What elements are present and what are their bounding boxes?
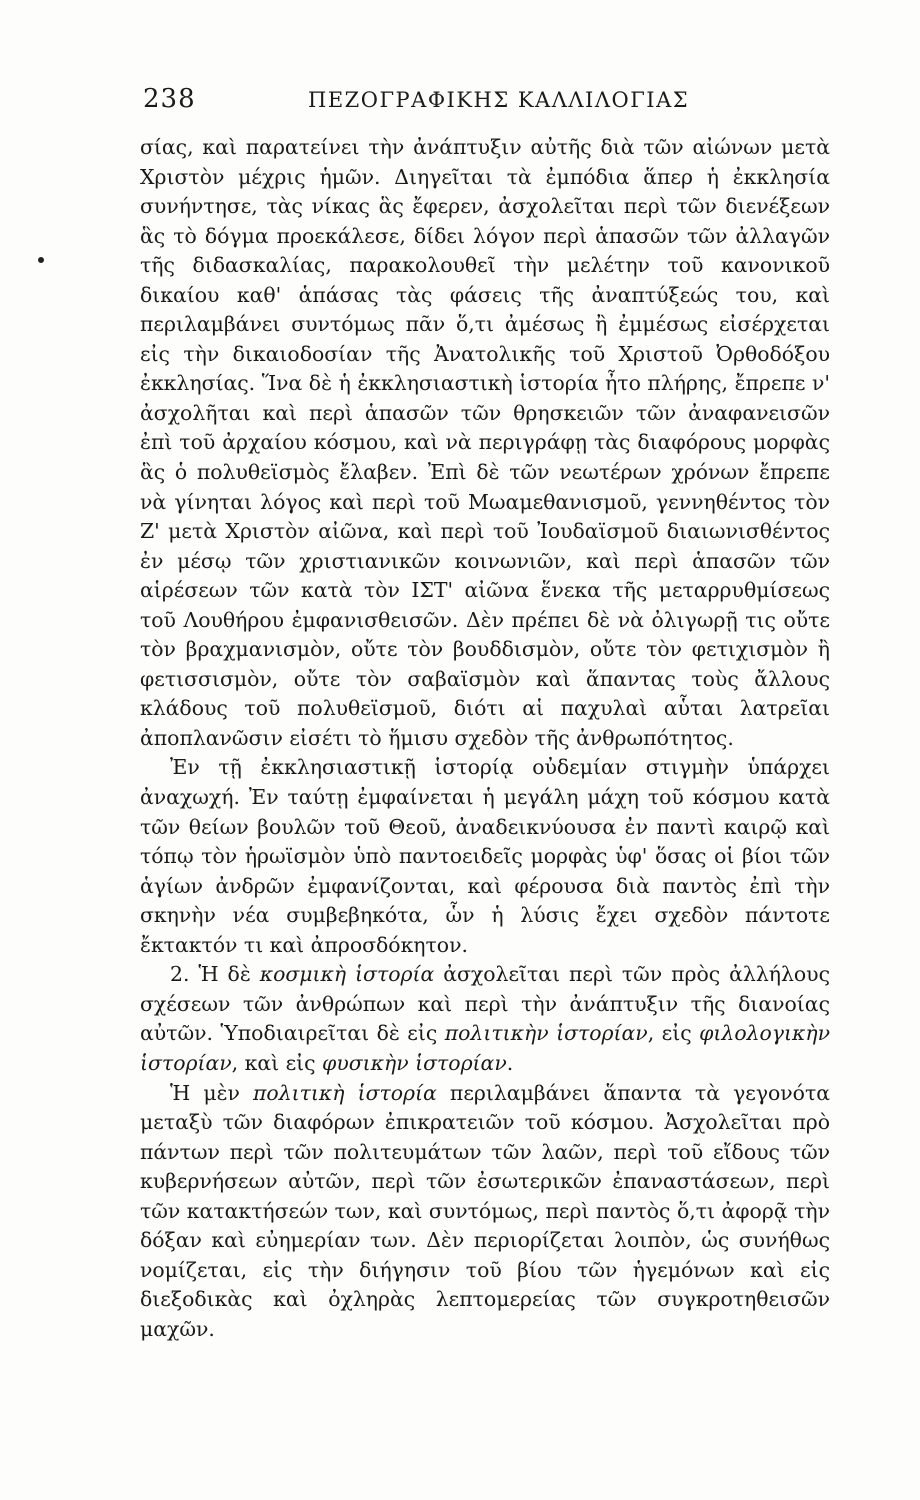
page-header <box>143 84 823 124</box>
paragraph-political-history <box>140 1079 830 1345</box>
text-segment: σίας, καὶ παρατείνει τὴν ἀνάπτυξιν αὐτῆς διὰ τῶν αἰώνων μετὰ Χριστὸν μέχρις ἡμῶν. Διηγεῖται τὰ ἐμπόδια ἅπερ ἡ ἐκκλησία συνήντησε, τὰς νίκας ἃς ἔφερεν, ἀσχολεῖται περὶ τῶν διενέξεων ἃς τὸ δόγμα προεκάλεσε, δίδει λόγον περὶ ἁπασῶν τῶν ἀλλαγῶν τῆς διδασκαλίας, παρακολουθεῖ τὴν μελέτην τοῦ κανονικοῦ δικαίου καθ' ἁπάσας τὰς φάσεις τῆς ἀναπτύξεώς του, καὶ περιλαμβάνει συντόμως πᾶν ὅ,τι ἀμέσως ἢ ἐμμέσως εἰσέρχεται εἰς τὴν δικαιοδοσίαν τῆς Ἀνατολικῆς τοῦ Χριστοῦ Ὀρθοδόξου ἐκκλησίας. Ἵνα δὲ ἡ ἐκκλησιαστικὴ ἱστορία ἦτο πλήρης, ἔπρεπε ν' ἀσχολῆται καὶ περὶ ἁπασῶν τῶν θρησκειῶν τῶν ἀναφανεισῶν ἐπὶ τοῦ ἀρχαίου κόσμου, καὶ νὰ περιγράφῃ τὰς διαφόρους μορφὰς ἃς ὁ πολυθεϊσμὸς ἔλαβεν. Ἐπὶ δὲ τῶν νεωτέρων χρόνων ἔπρεπε νὰ γίνηται λόγος καὶ περὶ τοῦ Μωαμεθανισμοῦ, γεννηθέντος τὸν Ζ' μετὰ Χριστὸν αἰῶνα, καὶ περὶ τοῦ Ἰουδαϊσμοῦ διαιωνισθέντος ἐν μέσῳ τῶν χριστιανικῶν κοινωνιῶν, καὶ περὶ ἁπασῶν τῶν αἱρέσεων τῶν κατὰ τὸν ΙΣΤ' αἰῶνα ἕνεκα τῆς μεταρρυθμίσεως τοῦ Λουθήρου ἐμφανισθεισῶν. Δὲν πρέπει δὲ νὰ ὀλιγωρῇ τις οὔτε τὸν βραχμανισμὸν, οὔτε τὸν βουδδισμὸν, οὔτε τὸν φετιχισμὸν ἢ φετισσισμὸν, οὔτε τὸν σαβαϊσμὸν καὶ ἅπαντας τοὺς ἄλλους κλάδους τοῦ πολυθεϊσμοῦ, διότι αἱ παχυλαὶ αὗται λατρεῖαι ἀποπλανῶσιν εἰσέτι τὸ ἥμισυ σχεδὸν τῆς ἀνθρωπότητος. <box>140 135 830 750</box>
paragraph-secular-history <box>140 960 830 1078</box>
text-segment: ἀσχολεῖται περὶ τῶν πρὸς ἀλλήλους σχέσεων τῶν ἀνθρώπων καὶ περὶ τὴν ἀνάπτυξιν τῆς διανοίας αὐτῶν. Ὑποδιαιρεῖται δὲ εἰς <box>140 962 830 1046</box>
text-segment: Ἐν τῇ ἐκκλησιαστικῇ ἱστορίᾳ οὐδεμίαν στιγμὴν ὑπάρχει ἀναχωχή. Ἐν ταύτῃ ἐμφαίνεται ἡ μεγάλη μάχη τοῦ κόσμου κατὰ τῶν θείων βουλῶν τοῦ Θεοῦ, ἀναδεικνύουσα ἐν παντὶ καιρῷ καὶ τόπῳ τὸν ἡρωϊσμὸν ὑπὸ παντοειδεῖς μορφὰς ὑφ' ὅσας οἱ βίοι τῶν ἁγίων ἀνδρῶν ἐμφανίζονται, καὶ φέρουσα διὰ παντὸς ἐπὶ τὴν σκηνὴν νέα συμβεβηκότα, ὧν ἡ λύσις ἔχει σχεδὸν πάντοτε ἔκτακτόν τι καὶ ἀπροσδόκητον. <box>140 755 830 957</box>
text-segment: περιλαμβάνει ἅπαντα τὰ γεγονότα μεταξὺ τῶν διαφόρων ἐπικρατειῶν τοῦ κόσμου. Ἀσχολεῖται πρὸ πάντων περὶ τῶν πολιτευμάτων τῶν λαῶν, περὶ τοῦ εἴδους τῶν κυβερνήσεων αὐτῶν, περὶ τῶν ἐσωτερικῶν ἐπαναστάσεων, περὶ τῶν κατακτήσεών των, καὶ συντόμως, περὶ παντὸς ὅ,τι ἀφορᾷ τὴν δόξαν καὶ εὐημερίαν των. Δὲν περιορίζεται λοιπὸν, ὡς συνήθως νομίζεται, εἰς τὴν διήγησιν τοῦ βίου τῶν ἡγεμόνων καὶ εἰς διεξοδικὰς καὶ ὀχληρὰς λεπτομερείας τῶν συγκροτηθεισῶν μαχῶν. <box>140 1080 831 1341</box>
paragraph-church-history-struggle <box>140 753 830 960</box>
margin-mark <box>38 257 44 263</box>
italic-term: φιλολογικὴν ἱστορίαν <box>140 1021 830 1075</box>
italic-term: πολιτικὴν ἱστορίαν <box>444 1021 648 1046</box>
text-segment: , καὶ εἰς <box>231 1050 323 1075</box>
italic-term: φυσικὴν ἱστορίαν <box>322 1050 507 1075</box>
italic-term: κοσμικὴ ἱστορία <box>259 962 435 987</box>
page-number: 238 <box>143 84 196 114</box>
text-segment: , εἰς <box>647 1021 700 1046</box>
running-title: ΠΕΖΟΓΡΑΦΙΚΗΣ ΚΑΛΛΙΛΟΓΙΑΣ <box>308 88 690 112</box>
italic-term: πολιτικὴ ἱστορία <box>253 1080 437 1105</box>
body-text <box>140 133 830 1344</box>
text-segment: Ἡ μὲν <box>170 1080 254 1105</box>
paragraph-church-history-scope <box>140 133 830 753</box>
text-segment: . <box>506 1050 514 1075</box>
text-segment: 2. Ἡ δὲ <box>170 962 260 987</box>
